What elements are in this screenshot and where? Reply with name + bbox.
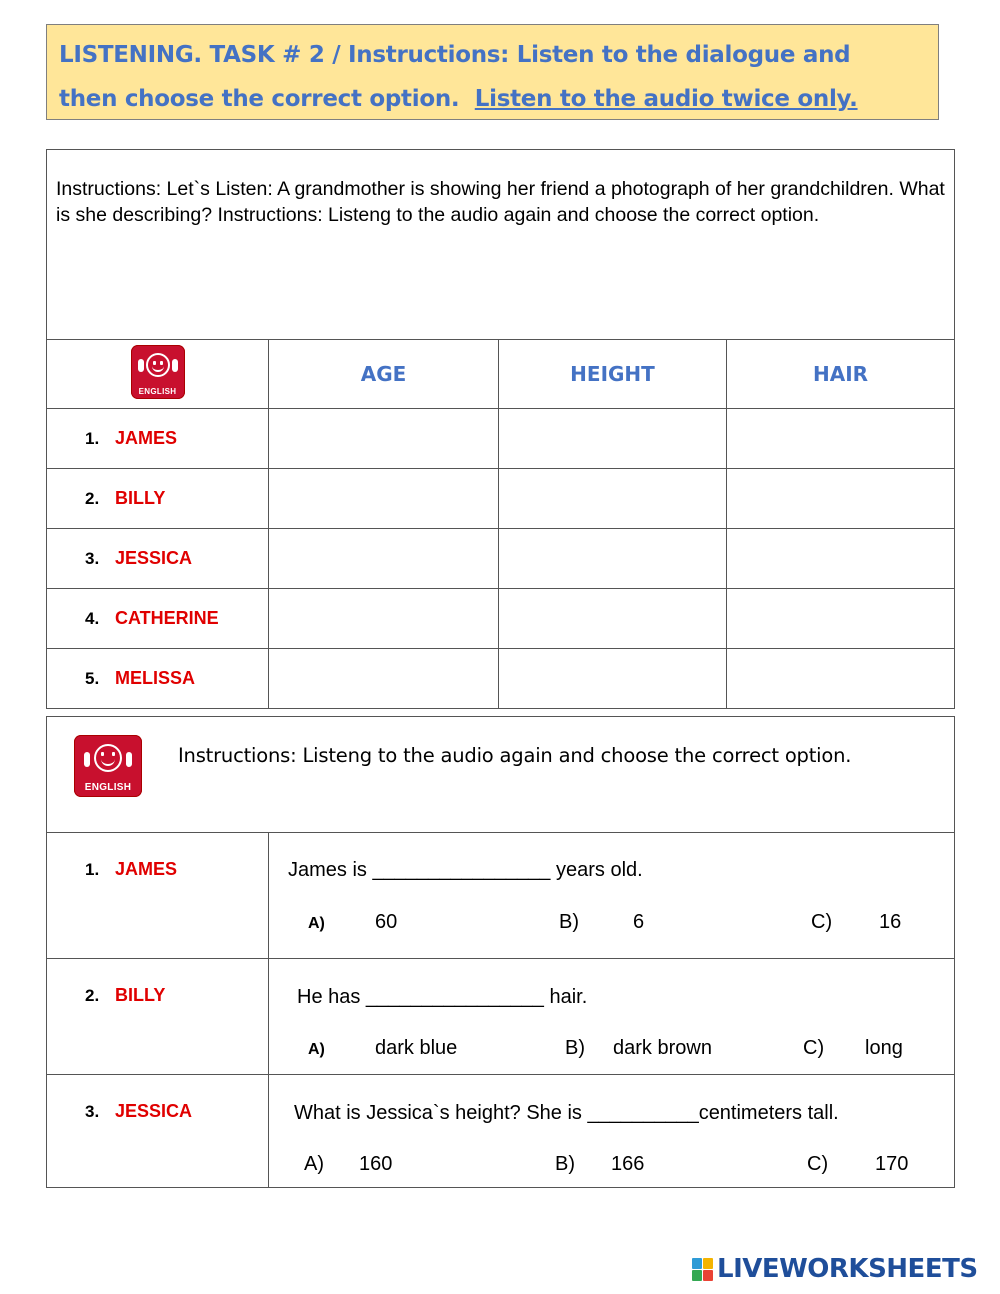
option-b-value[interactable]: 6: [633, 911, 645, 933]
question-text: James is ________________ years old.: [288, 859, 643, 881]
row-name: MELISSA: [115, 668, 196, 688]
answer-cell-hair[interactable]: [727, 409, 955, 469]
question-row: [47, 959, 955, 1075]
logo-text: ENGLISH: [138, 386, 177, 396]
option-b-label: B): [559, 911, 579, 933]
answer-cell-age[interactable]: [269, 649, 499, 709]
row-number: 2.: [85, 489, 100, 508]
grid-square: [703, 1270, 713, 1281]
question-text: What is Jessica`s height? She is __________centimeters tall.: [294, 1102, 839, 1124]
column-header-height: HEIGHT: [499, 340, 727, 409]
logo-cell: [47, 340, 269, 409]
option-a-label: A): [304, 1153, 324, 1175]
option-c-label: C): [811, 911, 833, 933]
table-row: [47, 469, 955, 529]
answer-cell-hair[interactable]: [727, 649, 955, 709]
answer-cell-age[interactable]: [269, 589, 499, 649]
row-name: JESSICA: [115, 548, 193, 568]
option-a-label: A): [308, 915, 325, 932]
table-row: [47, 589, 955, 649]
option-a-value[interactable]: dark blue: [375, 1037, 458, 1059]
table-row: [47, 649, 955, 709]
table-row: [47, 529, 955, 589]
description-table: [46, 149, 955, 709]
english-headphones-icon: [131, 345, 185, 399]
intro-cell: [47, 150, 955, 340]
grid-square: [692, 1270, 702, 1281]
english-headphones-icon: [74, 735, 142, 797]
option-b-label: B): [555, 1153, 575, 1175]
task-header-line2: [59, 77, 926, 121]
table-row: [47, 409, 955, 469]
row-number: 5.: [85, 669, 100, 688]
liveworksheets-brand: LIVEWORKSHEETS: [717, 1254, 978, 1284]
grid-square: [692, 1258, 702, 1269]
option-a-value[interactable]: 160: [359, 1153, 393, 1175]
row-number: 3.: [85, 549, 100, 568]
answer-cell-height[interactable]: [499, 469, 727, 529]
question-row: [47, 1075, 955, 1188]
option-c-label: C): [803, 1037, 825, 1059]
column-header-hair: HAIR: [727, 340, 955, 409]
answer-cell-hair[interactable]: [727, 529, 955, 589]
answer-cell-height[interactable]: [499, 529, 727, 589]
row-name: JAMES: [115, 428, 178, 448]
answer-cell-hair[interactable]: [727, 469, 955, 529]
option-a-label: A): [308, 1041, 325, 1058]
questions-table: [46, 716, 955, 1188]
option-b-label: B): [565, 1037, 585, 1059]
question-number: 2.: [85, 986, 100, 1005]
answer-cell-age[interactable]: [269, 469, 499, 529]
logo-text: ENGLISH: [84, 782, 132, 793]
option-b-value[interactable]: dark brown: [613, 1037, 712, 1059]
question-name: JESSICA: [115, 1101, 193, 1121]
option-c-label: C): [807, 1153, 829, 1175]
answer-cell-height[interactable]: [499, 589, 727, 649]
option-c-value[interactable]: long: [865, 1037, 903, 1059]
liveworksheets-grid-icon: [692, 1258, 713, 1281]
answer-cell-height[interactable]: [499, 409, 727, 469]
question-text: He has ________________ hair.: [297, 986, 588, 1008]
answer-cell-hair[interactable]: [727, 589, 955, 649]
answer-cell-age[interactable]: [269, 529, 499, 589]
answer-cell-height[interactable]: [499, 649, 727, 709]
option-c-value[interactable]: 16: [879, 911, 902, 933]
questions-instructions: Instructions: Listeng to the audio again and choose the correct option.: [178, 744, 852, 767]
task-header: [46, 24, 939, 120]
question-name: JAMES: [115, 859, 178, 879]
row-number: 4.: [85, 609, 100, 628]
grid-square: [703, 1258, 713, 1269]
column-header-age: AGE: [269, 340, 499, 409]
intro-text: Instructions: Let`s Listen: A grandmother is showing her friend a photograph of her grandchildren. What is she describing? Instructions: Listeng to the audio again and choose the correct option.: [56, 178, 945, 226]
option-b-value[interactable]: 166: [611, 1153, 645, 1175]
question-name: BILLY: [115, 985, 166, 1005]
option-a-value[interactable]: 60: [375, 911, 398, 933]
task-header-line1: LISTENING. TASK # 2 / Instructions: Listen to the dialogue and: [59, 42, 851, 68]
row-number: 1.: [85, 429, 100, 448]
question-number: 1.: [85, 860, 100, 879]
answer-cell-age[interactable]: [269, 409, 499, 469]
question-row: [47, 833, 955, 959]
task-header-line2-text: then choose the correct option.: [59, 86, 460, 112]
row-name: CATHERINE: [115, 608, 219, 628]
question-number: 3.: [85, 1102, 100, 1121]
liveworksheets-logo: [692, 1255, 978, 1283]
option-c-value[interactable]: 170: [875, 1153, 909, 1175]
row-name: BILLY: [115, 488, 166, 508]
task-header-line2-underlined: Listen to the audio twice only.: [474, 86, 858, 112]
questions-header: [47, 717, 955, 833]
